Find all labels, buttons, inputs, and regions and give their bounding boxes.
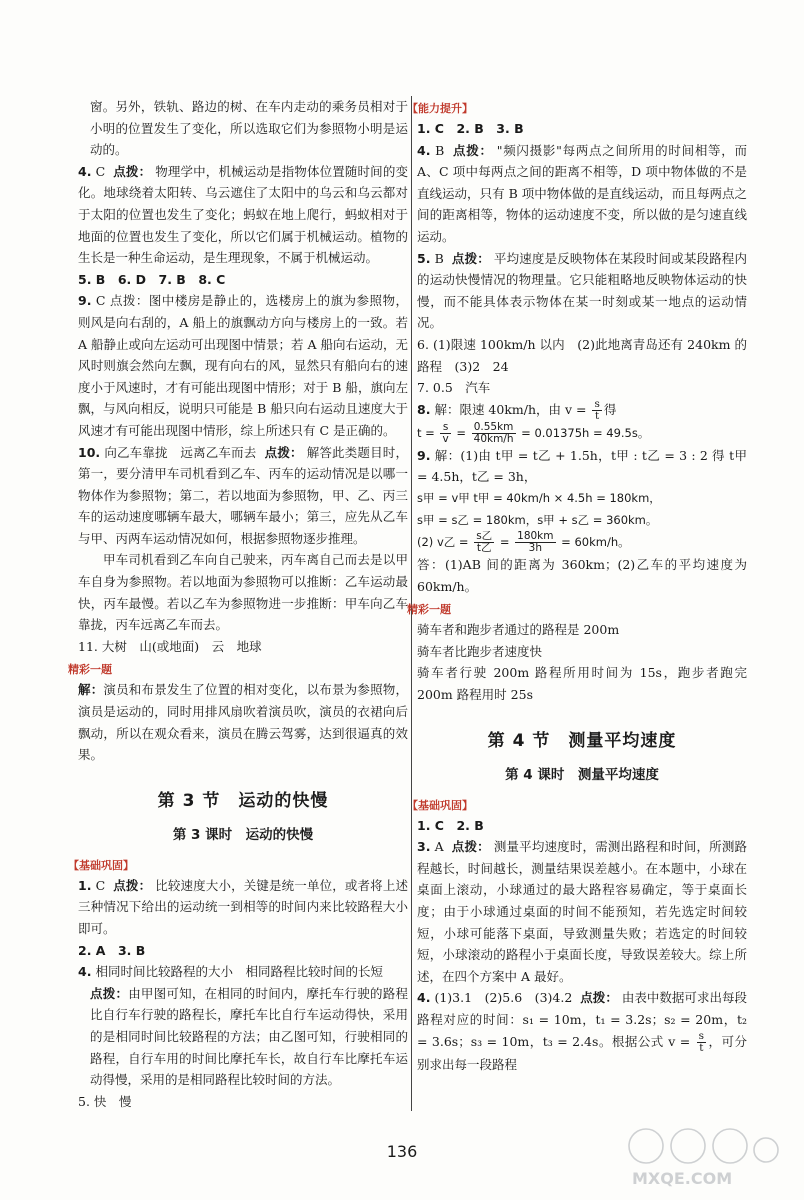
basic-answer-3-right: 3. A 点拨： 测量平均速度时，需测出路程和时间，所测路程越长，时间越长，测量结果误差越小。在本题中，小球在桌面上滚动，小球通过的最大路程容易确定，等于桌面长度；由于小球通过桌面的时间不能预知，若先选定时间较短，小球可能落下桌面，导致测量失败；若选定的时间较短，小球滚动的路程小于桌面长度，导致误差较大。综上所述，在四个方案中 A 最好。 — [417, 839, 747, 984]
answer-10: 10. 向乙车靠拢 远离乙车而去 点拨： 解答此类题目时，第一，要分清甲车司机看到乙车、丙车的运动情况是以哪一物体作为参照物；第二，若以地面为参照物，甲、乙、丙三车的运动速度哪辆车最大，哪辆车最小；第三，应先从乙车与甲、丙两车运动情况如何，根据参照物逐步推理。 — [78, 444, 408, 546]
section-title-4: 第 4 节 测量平均速度 — [487, 730, 677, 751]
jingcai-answer: 解：演员和布景发生了位置的相对变化，以布景为参照物，演员是运动的，同时用排风扇吹着演员吹，演员的衣裙向后飘动，所以在观众看来，演员在腾云驾雾，达到很逼真的效果。 — [78, 682, 408, 763]
right-column — [407, 96, 747, 1075]
answer-10-para2: 甲车司机看到乙车向自己驶来，丙车离自己而去是以甲车自身为参照物。若以地面为参照物可以推断：乙车运动最快，丙车最慢。若以乙车为参照物进一步推断：甲车向乙车靠拢，丙车远离乙车而去。 — [78, 552, 408, 633]
left-column — [68, 96, 408, 1112]
ability-answer-4: 4. B 点拨： "频闪摄影"每两点之间所用的时间相等，而 A、C 项中每两点之间的距离不相等，D 项中物体做的不是直线运动，只有 B 项中物体做的是直线运动，而且每两点之间的距离相等，物体的运动速度不变，所以做的是匀速直线运动。 — [417, 142, 747, 244]
section-tag-jingcai: 精彩一题 — [68, 663, 112, 677]
fraction-s-over-t: $\frac{s}{t}$ — [594, 397, 600, 422]
section-tag-jingcai-right: 精彩一题 — [407, 603, 451, 617]
section-tag-nengli: 【能力提升】 — [407, 102, 473, 115]
ability-answer-9: 9. 解：(1)由 t甲 = t乙 + 1.5h，t甲 : t乙 = 3 : 2 得 t甲 = 4.5h，t乙 = 3h， — [417, 447, 747, 485]
basic-answer-2-3: 2. A 3. B — [78, 942, 146, 958]
watermark-circle-2 — [671, 1129, 705, 1163]
ability-answer-9-conclusion: 答：(1)AB 间的距离为 360km；(2)乙车的平均速度为 60km/h。 — [417, 557, 747, 594]
answer-11: 11. 大树 山(或地面) 云 地球 — [78, 638, 262, 654]
section-tag-jichu-right: 【基础巩固】 — [407, 798, 473, 812]
ability-answer-7: 7. 0.5 汽车 — [417, 380, 491, 396]
fraction-s-over-t-v: $\frac{s}{t}$ — [698, 1029, 705, 1054]
basic-answer-4: 4. 相同时间比较路程的大小 相同路程比较时间的长短 — [78, 964, 383, 980]
fraction-values: $\frac{0.55km}{40km/h}$ — [473, 420, 514, 445]
answer-9: 9. C 点拨：图中楼房是静止的，选楼房上的旗为参照物，则风是向右刮的，A 船上的旗飘动方向与楼房上的一致。若 A 船静止或向左运动可出现图中情景；若 A 船向右运动，无风时则旗会然向左飘，现有向右的风，显然只有船向右的速度小于风速时，才有可能出现图中情形；对于 B 船，旗向左飘，与风向相反，说明只可能是 B 船只向右运动且速度大于风速才有可能出现图中情形，综上所述只有 C 是正确的。 — [78, 293, 408, 438]
ability-answer-9-line4: (2) v乙 = $\frac{\text{s乙}}{\text{t乙}}$ = $\frac{180km}{3h}$ = 60km/h。 — [417, 530, 630, 555]
fraction-s-over-t-yi: $\frac{\text{s乙}}{\text{t乙}}$ — [476, 530, 493, 555]
section-tag-jichu: 【基础巩固】 — [68, 858, 134, 872]
jingcai-line-3: 骑车者行驶 200m 路程所用时间为 15s，跑步者跑完 200m 路程用时 25s — [417, 665, 747, 703]
ability-answer-1-3: 1. C 2. B 3. B — [417, 121, 524, 136]
section-title-3: 第 3 节 运动的快慢 — [157, 790, 329, 811]
watermark-logo — [616, 1124, 786, 1190]
page-number: 136 — [386, 1142, 418, 1161]
basic-answer-4-hint: 点拨：由甲图可知，在相同的时间内，摩托车行驶的路程比自行车行驶的路程长，摩托车比自行车运动得快，采用的是相同时间比较路程的方法；由乙图可知，行驶相同的路程，自行车用的时间比摩托车长，故自行车比摩托车运动得慢，采用的是相同路程比较时间的方法。 — [90, 985, 408, 1088]
fraction-180-over-3: $\frac{180km}{3h}$ — [517, 530, 554, 555]
answer-4: 4. C 点拨： 物理学中，机械运动是指物体位置随时间的变化。地球绕着太阳转、乌云遮住了太阳中的乌云和乌云都对于太阳的位置也发生了变化；蚂蚁在地上爬行，蚂蚁相对于地面的位置也发生了变化，所以它们属于机械运动。植物的生长是一种生命运动，是生理现象，不属于机械运动。 — [78, 163, 408, 266]
basic-answer-1: 1. C 点拨： 比较速度大小，关键是统一单位，或者将上述三种情况下给出的运动统一到相等的时间内来比较路程大小即可。 — [78, 877, 408, 936]
basic-answer-5: 5. 快 慢 — [78, 1093, 132, 1109]
jingcai-line-1: 骑车者和跑步者通过的路程是 200m — [417, 622, 620, 638]
watermark-url: MXQE.COM — [632, 1169, 733, 1188]
lesson-title-3: 第 3 课时 运动的快慢 — [172, 826, 314, 843]
ability-answer-9-line3: s甲 = s乙 = 180km，s甲 + s乙 = 360km。 — [417, 512, 658, 527]
answer-5-8: 5. B 6. D 7. B 8. C — [78, 271, 226, 287]
watermark-circle-1 — [629, 1129, 663, 1163]
ability-answer-8: 8. 解：限速 40km/h，由 v = $\frac{s}{t}$ 得 — [417, 397, 617, 422]
watermark-circle-3 — [713, 1129, 747, 1163]
ability-answer-6: 6. (1)限速 100km/h 以内 (2)此地离青岛还有 240km 的路程 (3)2 24 — [417, 336, 747, 374]
ability-answer-8-formula: t = $\frac{s}{v}$ = $\frac{0.55km}{40km/h}$ = 0.01375h = 49.5s。 — [417, 420, 650, 445]
lesson-title-4: 第 4 课时 测量平均速度 — [505, 766, 659, 783]
basic-answer-4-right: 4. (1)3.1 (2)5.6 (3)4.2 点拨： 由表中数据可求出每段路程对应的时间：s₁ = 10m，t₁ = 3.2s；s₂ = 20m，t₂ = 3.6s；s₃ = 10m，t₃ = 2.4s。根据公式 v = $\frac{s}{t}$ ，可分别求出每一段路程 — [417, 990, 747, 1072]
fraction-s-over-v: $\frac{s}{v}$ — [442, 420, 449, 445]
basic-answer-1-2-right: 1. C 2. B — [417, 817, 484, 833]
ability-answer-9-line2: s甲 = v甲 t甲 = 40km/h × 4.5h = 180km， — [417, 490, 661, 505]
ability-answer-5: 5. B 点拨： 平均速度是反映物体在某段时间或某段路程内的运动快慢情况的物理量。它只能粗略地反映物体运动的快慢，而不能具体表示物体在某一时刻或某一地点的运动情况。 — [417, 250, 747, 331]
paragraph-continuation: 窗。另外，铁轨、路边的树、在车内走动的乘务员相对于小明的位置发生了变化，所以选取它们为参照物小明是运动的。 — [90, 99, 408, 158]
jingcai-line-2: 骑车者比跑步者速度快 — [417, 643, 543, 659]
watermark-circle-4 — [754, 1138, 778, 1162]
